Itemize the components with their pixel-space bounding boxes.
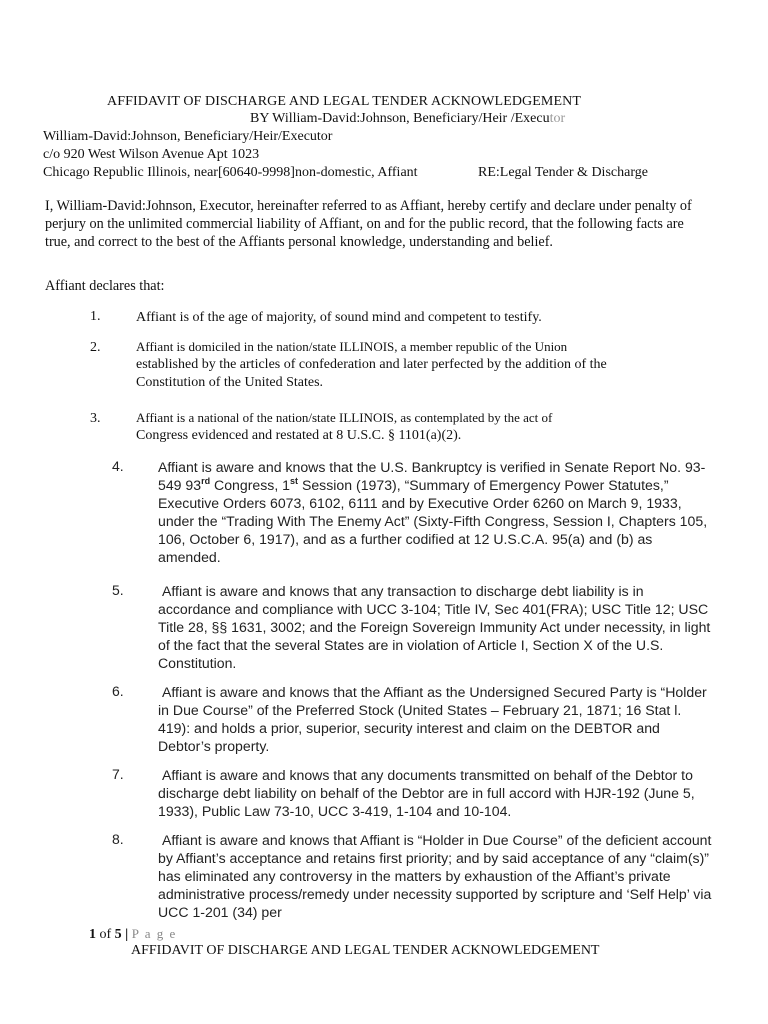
footer-title: AFFIDAVIT OF DISCHARGE AND LEGAL TENDER ACKNOWLEDGEMENT <box>131 943 600 958</box>
superscript: st <box>290 476 299 486</box>
item-text-continuation: Congress evidenced and restated at 8 U.S.C. § 1101(a)(2). <box>136 428 462 443</box>
by-line-faded-text: tor <box>549 111 566 126</box>
intro-paragraph: I, William-David:Johnson, Executor, hereinafter referred to as Affiant, hereby certify and declare under penalty of perjury on the unlimited commercial liability of Affiant, on and for the public record, that the following facts are true, and correct to the best of the Affiants personal knowledge, understanding and belief. <box>45 198 692 250</box>
item-text: Affiant is aware and knows that Affiant is “Holder in Due Course” of the deficient account by Affiant’s acceptance and retains first priority; and by said acceptance of any “claim(s)” has eliminated any controversy in the matters by exhaustion of the Affiant’s private administrative process/remedy under necessity supported by scripture and ‘Self Help’ via UCC 1-201 (34) per <box>158 832 712 920</box>
item-number: 1. <box>90 309 101 324</box>
item-number: 2. <box>90 340 101 355</box>
item-number: 6. <box>112 683 124 699</box>
re-line: RE:Legal Tender & Discharge <box>478 165 648 180</box>
item-text: Affiant is aware and knows that the Affiant as the Undersigned Secured Party is “Holder in Due Course” of the Preferred Stock (United States – February 21, 1871; 16 Stat l. 419): and holds a prior, superior, security interest and claim on the DEBTOR and Debtor’s property. <box>158 684 707 754</box>
item-text-part: Session (1973), “Summary of Emergency Power Statutes,” Executive Orders 6073, 6102, 6111 and by Executive Order 6260 on March 9, 1933, under the “Trading With The Enemy Act” (Sixty-Fifth Congress, Session I, Chapters 105, 106, October 6, 1917), and as a further codified at 12 U.S.C.A. 95(a) and (b) as amended. <box>158 477 708 565</box>
item-number: 8. <box>112 831 124 847</box>
item-text-part: Affiant is aware and knows that the U.S. Bankruptcy is verified in Senate Report No. 93-549 93 <box>158 459 706 493</box>
item-number: 4. <box>112 458 124 474</box>
by-line-text: BY William-David:Johnson, Beneficiary/Heir /Execu <box>250 111 550 126</box>
page-word: P a g e <box>131 926 177 941</box>
item-text: Affiant is of the age of majority, of sound mind and competent to testify. <box>136 310 542 325</box>
by-line <box>250 111 565 127</box>
page-number <box>89 926 177 943</box>
document-title: AFFIDAVIT OF DISCHARGE AND LEGAL TENDER ACKNOWLEDGEMENT <box>107 94 581 109</box>
affiant-address-line: c/o 920 West Wilson Avenue Apt 1023 <box>43 147 260 162</box>
page-of: of <box>96 927 115 942</box>
item-text-part: Congress, 1 <box>210 477 291 493</box>
page-separator: | <box>121 927 132 942</box>
item-text <box>158 458 713 566</box>
item-number: 5. <box>112 582 124 598</box>
item-number: 7. <box>112 766 124 782</box>
item-text-first-line: Affiant is domiciled in the nation/state ILLINOIS, a member republic of the Union <box>136 339 568 354</box>
item-text: Affiant is aware and knows that any transaction to discharge debt liability is in accordance and compliance with UCC 3-104; Title IV, Sec 401(FRA); USC Title 12; USC Title 28, §§ 1631, 3002; and the Foreign Sovereign Immunity Act under necessity, in light of the fact that the several States are in violation of Article I, Section X of the U.S. Constitution. <box>158 583 711 671</box>
item-number: 3. <box>90 411 101 426</box>
item-text <box>136 409 656 445</box>
affiant-name-line: William-David:Johnson, Beneficiary/Heir/Executor <box>43 129 333 144</box>
page-current: 1 <box>89 927 96 942</box>
item-text: Affiant is aware and knows that any documents transmitted on behalf of the Debtor to discharge debt liability on behalf of the Debtor are in full accord with HJR-192 (June 5, 1933), Public Law 73-10, UCC 3-419, 1-104 and 10-104. <box>158 767 695 819</box>
affiant-city-line: Chicago Republic Illinois, near[60640-9998]non-domestic, Affiant <box>43 165 418 180</box>
item-text <box>136 338 651 392</box>
declares-label: Affiant declares that: <box>45 278 165 294</box>
item-text-first-line: Affiant is a national of the nation/state ILLINOIS, as contemplated by the act of <box>136 410 553 425</box>
superscript: rd <box>201 476 211 486</box>
page-total: 5 <box>114 927 122 942</box>
item-text-continuation: established by the articles of confederation and later perfected by the addition of the Constitution of the United States. <box>136 357 607 390</box>
